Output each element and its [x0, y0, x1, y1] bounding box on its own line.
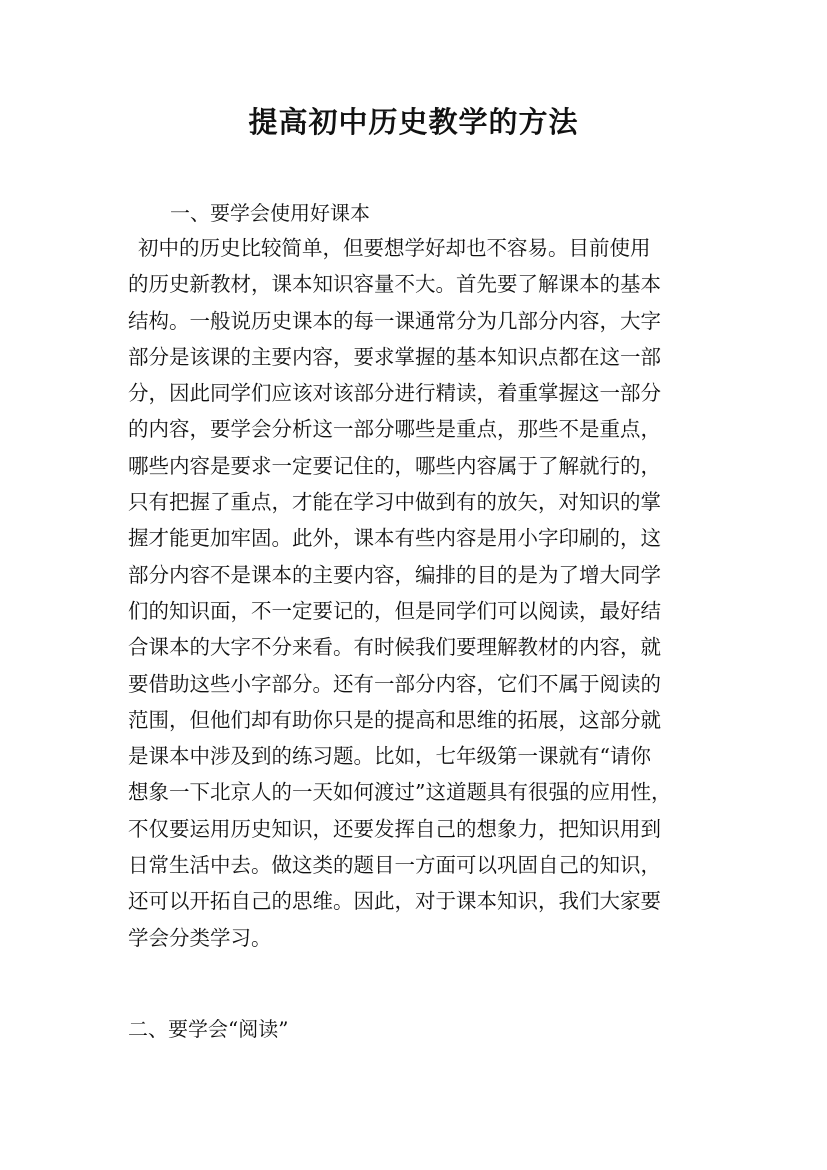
paragraph-line: 是课本中涉及到的练习题。比如，七年级第一课就有“请你	[128, 744, 651, 769]
paragraph-line: 学会分类学习。	[128, 925, 272, 950]
paragraph-line: 们的知识面，不一定要记的，但是同学们可以阅读，最好结	[128, 598, 661, 623]
section-1-body	[128, 230, 708, 956]
document-title: 提高初中历史教学的方法	[248, 105, 579, 139]
paragraph-line: 不仅要运用历史知识，还要发挥自己的想象力，把知识用到	[128, 816, 661, 841]
paragraph-line: 哪些内容是要求一定要记住的，哪些内容属于了解就行的，	[128, 453, 661, 478]
paragraph-line: 要借助这些小字部分。还有一部分内容，它们不属于阅读的	[128, 671, 661, 696]
paragraph-line: 结构。一般说历史课本的每一课通常分为几部分内容，大字	[128, 308, 661, 333]
paragraph-line: 握才能更加牢固。此外，课本有些内容是用小字印刷的，这	[128, 526, 661, 551]
paragraph-line: 分，因此同学们应该对该部分进行精读，着重掌握这一部分	[128, 381, 661, 406]
paragraph-line: 的历史新教材，课本知识容量不大。首先要了解课本的基本	[128, 272, 661, 297]
paragraph-line: 想象一下北京人的一天如何渡过”这道题具有很强的应用性，	[128, 780, 672, 805]
paragraph-line: 还可以开拓自己的思维。因此，对于课本知识，我们大家要	[128, 889, 661, 914]
paragraph-line: 范围，但他们却有助你只是的提高和思维的拓展，这部分就	[128, 707, 661, 732]
paragraph-line: 的内容，要学会分析这一部分哪些是重点，那些不是重点，	[128, 417, 661, 442]
paragraph-line: 部分是该课的主要内容，要求掌握的基本知识点都在这一部	[128, 344, 661, 369]
paragraph-line: 合课本的大字不分来看。有时候我们要理解教材的内容，就	[128, 635, 661, 660]
paragraph-line: 初中的历史比较简单，但要想学好却也不容易。目前使用	[138, 236, 651, 260]
paragraph-line: 部分内容不是课本的主要内容，编排的目的是为了增大同学	[128, 562, 661, 587]
paragraph-line: 只有把握了重点，才能在学习中做到有的放矢，对知识的掌	[128, 490, 661, 515]
paragraph-line: 日常生活中去。做这类的题目一方面可以巩固自己的知识，	[128, 853, 661, 878]
section-heading-1: 一、要学会使用好课本	[170, 201, 370, 225]
section-heading-2: 二、要学会“阅读”	[128, 1017, 289, 1041]
